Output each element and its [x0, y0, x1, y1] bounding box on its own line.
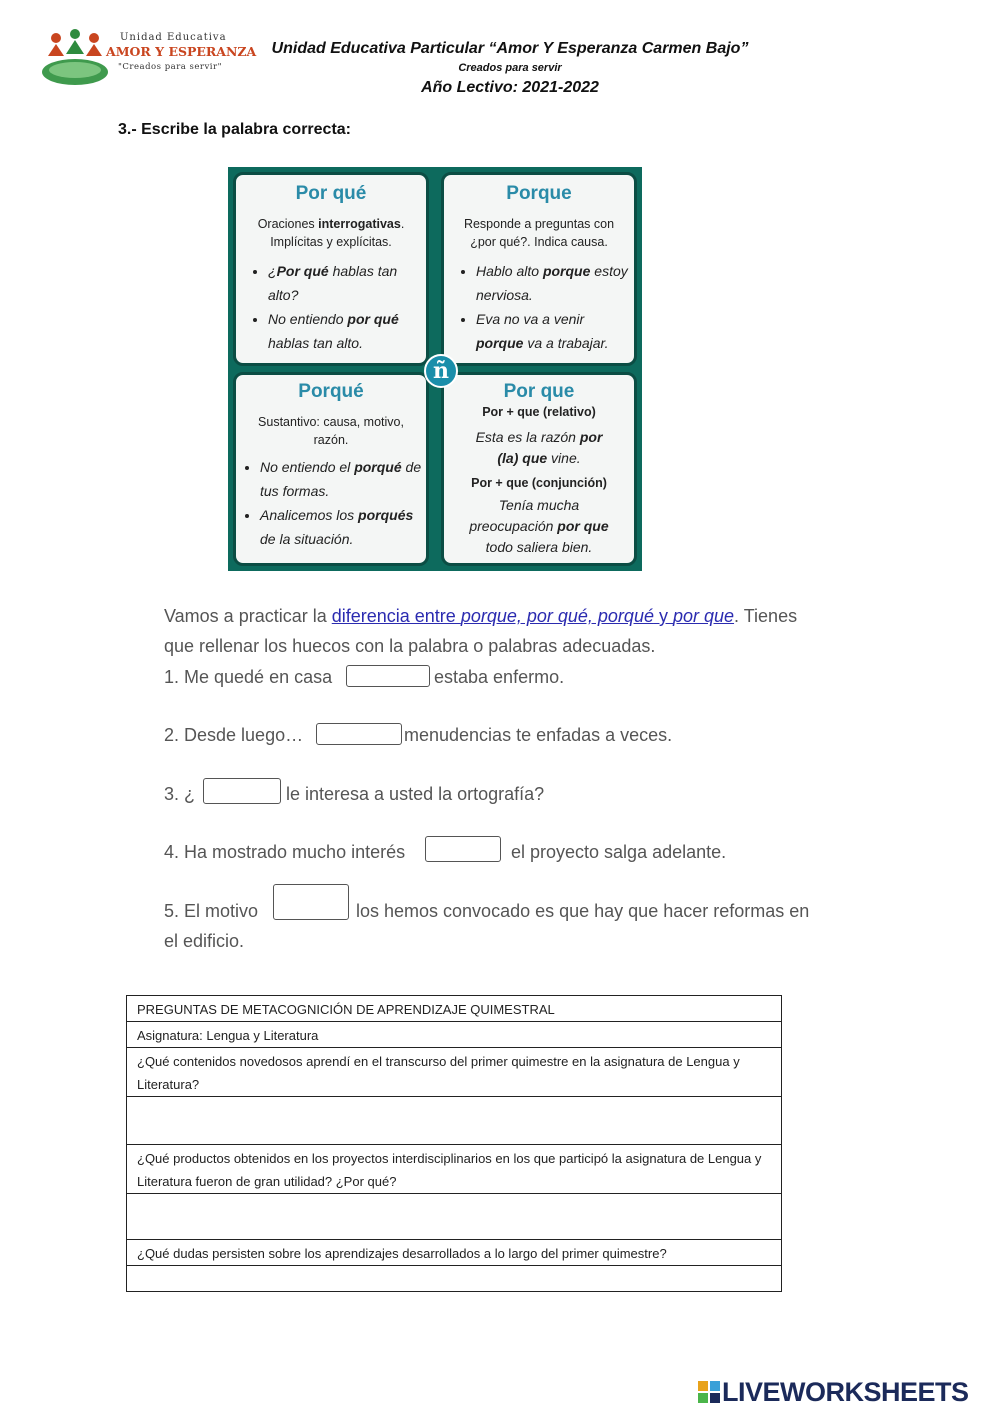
enye-badge: ñ: [424, 354, 458, 388]
example-item: • Eva no va a venir porque va a trabajar.: [476, 307, 630, 355]
question-title: 3.- Escribe la palabra correcta:: [118, 121, 351, 138]
answer-input-4[interactable]: [425, 836, 501, 862]
card-title: Por qué: [295, 183, 367, 204]
liveworksheets-brand[interactable]: [698, 1377, 969, 1408]
exercise-item-3-after: le interesa a usted la ortografía?: [286, 784, 545, 804]
logo-line-1: Unidad Educativa: [120, 32, 227, 43]
table-subject: Asignatura: Lengua y Literatura: [127, 1022, 781, 1048]
card-examples: [254, 259, 422, 355]
card-description: Sustantivo: causa, motivo, razón.: [258, 415, 404, 447]
card-description: Responde a preguntas con ¿por qué?. Indica causa.: [463, 217, 615, 249]
brand-text: LIVEWORKSHEETS: [722, 1377, 969, 1407]
school-motto: Creados para servir: [458, 62, 562, 74]
school-name: Unidad Educativa Particular “Amor Y Esperanza Carmen Bajo”: [271, 40, 749, 57]
liveworksheets-logo-icon: [698, 1381, 720, 1403]
card-examples: [462, 259, 630, 355]
answer-3[interactable]: [127, 1266, 781, 1291]
card-subtitle: Por + que (conjunción): [471, 476, 607, 490]
question-3: ¿Qué dudas persisten sobre los aprendizajes desarrollados a lo largo del primer quimestre?: [127, 1240, 781, 1266]
exercise-item-5-after: los hemos convocado es que hay que hacer reformas en: [356, 901, 810, 921]
exercise-item-2-after: menudencias te enfadas a veces.: [404, 725, 673, 745]
answer-1[interactable]: [127, 1097, 781, 1145]
example-item: • No entiendo el porqué de tus formas.: [260, 455, 422, 503]
school-logo-icon: [40, 26, 110, 88]
card-subtitle: Por + que (relativo): [482, 405, 596, 419]
answer-2[interactable]: [127, 1194, 781, 1240]
exercise-item-5-line2: el edificio.: [164, 931, 245, 951]
card-example: Tenía mucha preocupación por que todo saliera bien.: [469, 497, 609, 555]
table-title: PREGUNTAS DE METACOGNICIÓN DE APRENDIZAJE QUIMESTRAL: [127, 996, 781, 1022]
metacognition-table: [126, 995, 782, 1292]
card-por-que-interrogative: [233, 172, 429, 366]
answer-input-3[interactable]: [203, 778, 281, 804]
example-item: • Hablo alto porque estoy nerviosa.: [476, 259, 630, 307]
logo-line-2: AMOR Y ESPERANZA: [106, 44, 257, 59]
card-example: Esta es la razón por (la) que vine.: [475, 429, 603, 466]
logo-line-3: "Creados para servir": [118, 62, 222, 72]
school-logo: [40, 26, 255, 88]
exercise-item-1-after: estaba enfermo.: [434, 667, 565, 687]
example-item: • Analicemos los porqués de la situación.: [260, 503, 422, 551]
exercise-item-3-before: 3. ¿: [164, 784, 196, 804]
exercise-item-4-before: 4. Ha mostrado mucho interés: [164, 842, 406, 862]
question-2: ¿Qué productos obtenidos en los proyectos interdisciplinarios en los que participó la asignatura de Lengua y Literatura fueron de gran utilidad? ¿Por qué?: [127, 1145, 781, 1194]
exercise-item-2-before: 2. Desde luego…: [164, 725, 304, 745]
exercise-intro-line2: que rellenar los huecos con la palabra o palabras adecuadas.: [164, 636, 656, 656]
exercise-link[interactable]: diferencia entre porque, por qué, porqué y por que: [331, 606, 735, 626]
answer-input-1[interactable]: [346, 665, 430, 687]
example-item: • ¿Por qué hablas tan alto?: [268, 259, 422, 307]
card-title: Porque: [506, 183, 572, 204]
card-porque-cause: [441, 172, 637, 366]
exercise-item-1-before: 1. Me quedé en casa: [164, 667, 333, 687]
card-title: Por que: [503, 381, 575, 402]
card-title: Porqué: [298, 381, 364, 402]
exercise-item-5-before: 5. El motivo: [164, 901, 259, 921]
card-description: Oraciones interrogativas. Implícitas y explícitas.: [257, 217, 405, 249]
exercise-item-4-after: el proyecto salga adelante.: [511, 842, 727, 862]
question-1: ¿Qué contenidos novedosos aprendí en el transcurso del primer quimestre en la asignatura de Lengua y Literatura?: [127, 1048, 781, 1097]
school-year: Año Lectivo: 2021-2022: [421, 79, 599, 96]
example-item: • No entiendo por qué hablas tan alto.: [268, 307, 422, 355]
exercise-intro: Vamos a practicar la diferencia entre porque, por qué, porqué y por que. Tienes: [164, 606, 798, 626]
card-por-que-relative: [441, 372, 637, 566]
answer-input-2[interactable]: [316, 723, 402, 745]
card-porque-noun: [233, 372, 429, 566]
card-examples: [246, 455, 422, 551]
answer-input-5[interactable]: [273, 884, 349, 920]
